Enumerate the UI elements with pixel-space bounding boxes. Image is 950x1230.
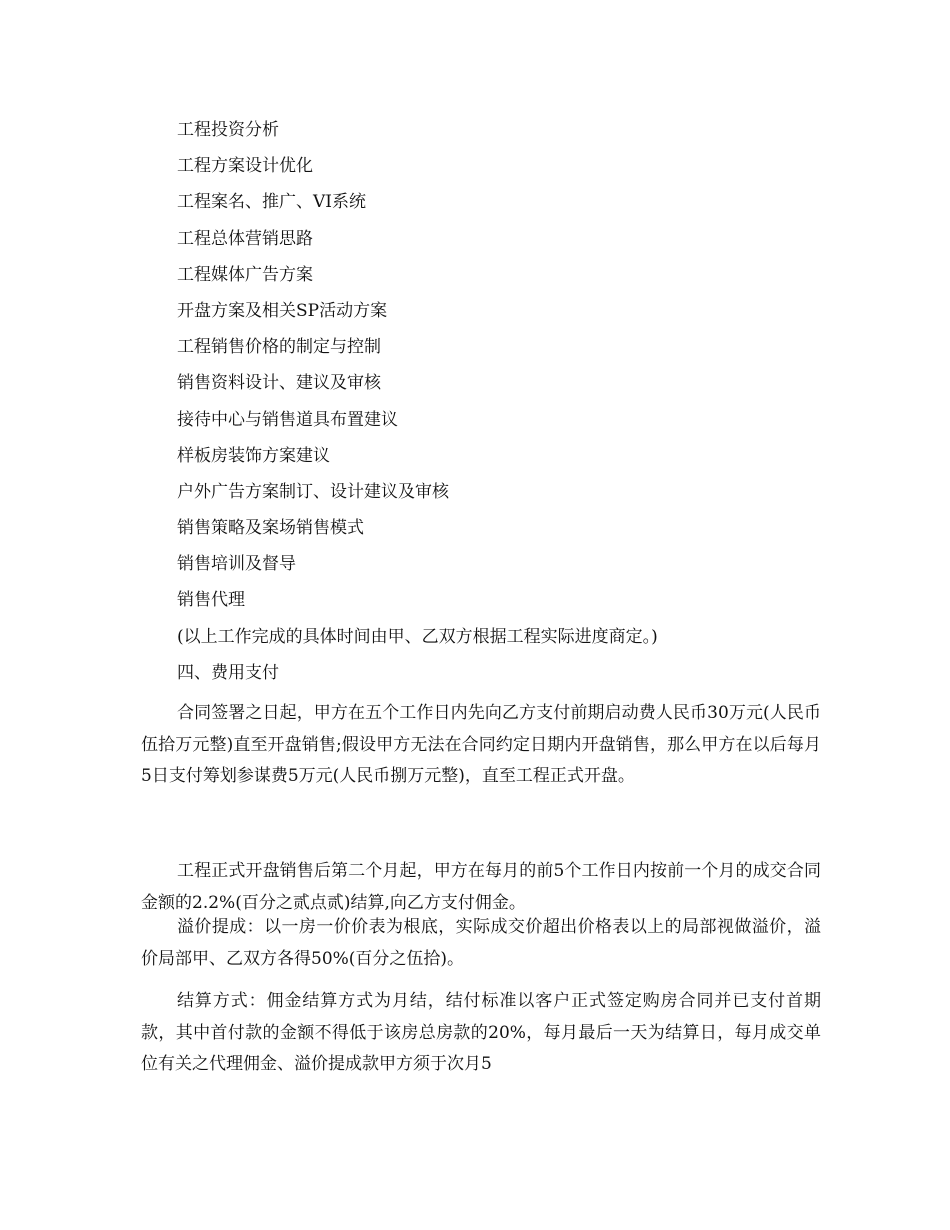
paragraph-commission: 工程正式开盘销售后第二个月起，甲方在每月的前5个工作日内按前一个月的成交合同金额的2.2%(百分之贰点贰)结算,向乙方支付佣金。 [141,861,821,913]
list-item: 工程方案设计优化 [177,156,313,177]
schedule-note: (以上工作完成的具体时间由甲、乙双方根据工程实际进度商定。) [177,626,658,647]
paragraph-premium-share: 溢价提成：以一房一价价表为根底，实际成交价超出价格表以上的局部视做溢价，溢价局部甲、乙双方各得50%(百分之伍拾)。 [141,917,821,969]
list-item: 工程销售价格的制定与控制 [177,337,381,358]
list-item: 工程案名、推广、VI系统 [177,192,366,213]
list-item: 销售资料设计、建议及审核 [177,373,381,394]
list-item: 工程媒体广告方案 [177,264,313,285]
list-item: 销售代理 [177,590,245,611]
list-item: 工程总体营销思路 [177,228,313,249]
section-heading-fee-payment: 四、费用支付 [177,662,279,683]
list-item: 销售培训及督导 [177,554,296,575]
list-item: 销售策略及案场销售模式 [177,518,364,539]
list-item: 工程投资分析 [177,120,279,140]
list-item: 户外广告方案制订、设计建议及审核 [177,481,449,502]
paragraph-settlement-method: 结算方式：佣金结算方式为月结，结付标准以客户正式签定购房合同并已支付首期款，其中首付款的金额不得低于该房总房款的20%，每月最后一天为结算日，每月成交单位有关之代理佣金、溢价提成款甲方须于次月5 [141,991,821,1074]
list-item: 样板房装饰方案建议 [177,445,330,466]
paragraph-startup-fee: 合同签署之日起，甲方在五个工作日内先向乙方支付前期启动费人民币30万元(人民币伍拾万元整)直至开盘销售;假设甲方无法在合同约定日期内开盘销售，那么甲方在以后每月5日支付筹划参谋费5万元(人民币捌万元整)，直至工程正式开盘。 [141,703,821,786]
list-item: 接待中心与销售道具布置建议 [177,409,398,430]
service-list [0,112,950,691]
list-item: 开盘方案及相关SP活动方案 [177,300,388,321]
